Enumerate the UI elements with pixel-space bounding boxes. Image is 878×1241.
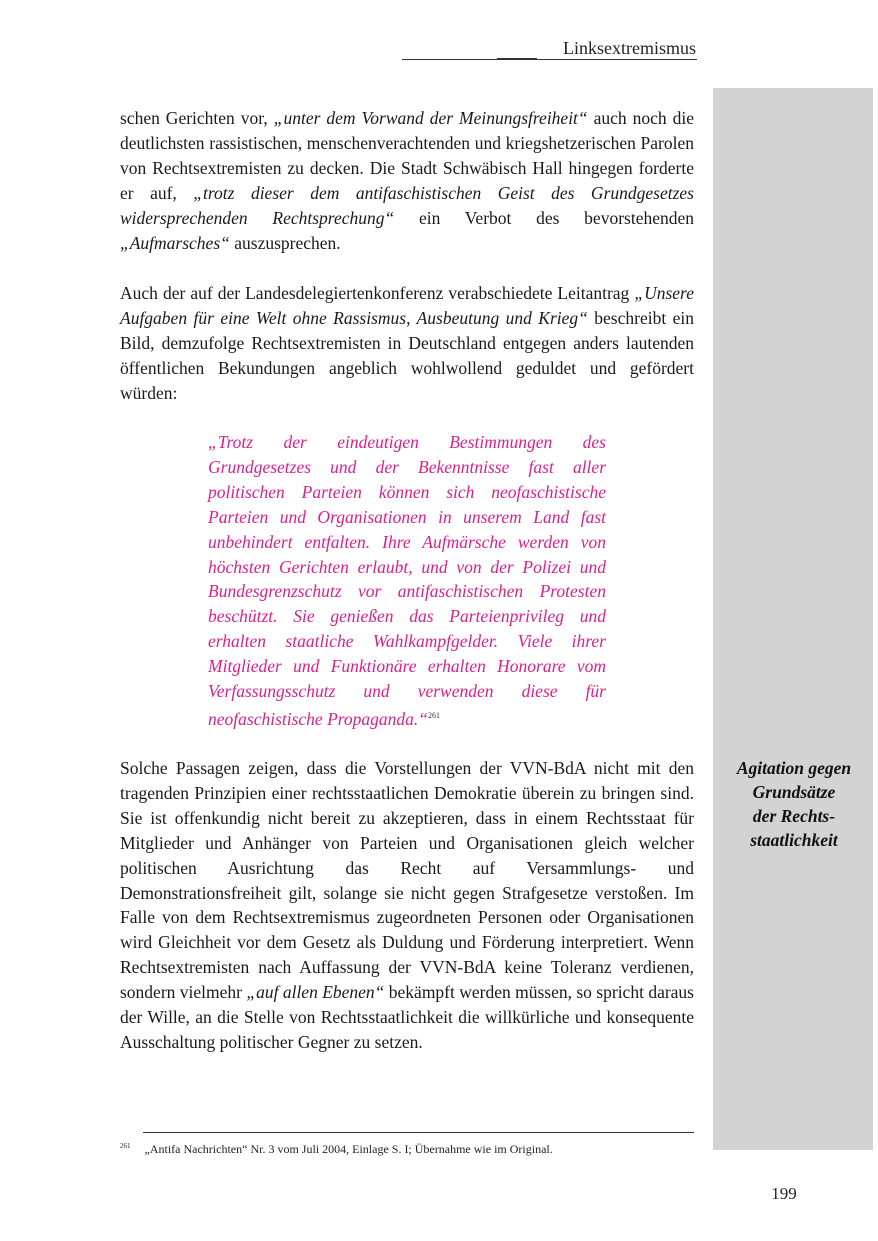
paragraph-text: bekämpft werden müssen, so spricht daraus der Wille, an die Stelle von Rechtsstaatlichkeit die willkürliche und konsequente Ausschaltung politischer Gegner zu setzen.: [120, 982, 694, 1052]
quoted-phrase: „auf allen Ebenen“: [246, 982, 385, 1003]
paragraph-text: auszusprechen.: [229, 232, 341, 253]
margin-note-line: der Rechts-: [752, 806, 836, 826]
margin-note-line: Grundsätze: [752, 782, 836, 802]
page-number: 199: [771, 1184, 797, 1203]
footnote: [120, 1138, 694, 1157]
header-title: Linksextremismus: [563, 38, 696, 58]
footnote-reference[interactable]: 261: [428, 710, 441, 720]
header-rule: [402, 59, 697, 60]
margin-note-line: staatlichkeit: [750, 830, 838, 850]
paragraph: [120, 281, 694, 406]
quoted-phrase: „Aufmarsches“: [120, 232, 230, 253]
header-rule-accent: [497, 58, 537, 60]
block-quote: [208, 430, 606, 732]
block-quote-text: „Trotz der eindeutigen Bestimmungen des Grundgesetzes und der Bekenntnisse fast aller politischen Parteien können sich neofaschistische Parteien und Organisationen in unserem Land fast unbehindert entfalten. Ihre Aufmärsche werden von höchsten Gerichten erlaubt, und von der Polizei und Bundesgrenzschutz vor antifaschistischen Protesten beschützt. Sie genießen das Parteienprivileg und erhalten staatliche Wahlkampfgelder. Viele ihrer Mitglieder und Funktionäre erhalten Honorare vom Verfassungsschutz und verwenden diese für neofaschistische Propaganda.“: [208, 432, 606, 729]
quoted-phrase: „Unsere Aufgaben für eine Welt ohne Rassismus, Ausbeutung und Krieg“: [120, 283, 694, 328]
paragraph-text: ein Verbot des bevorstehenden: [394, 207, 694, 228]
footnote-text: „Antifa Nachrichten“ Nr. 3 vom Juli 2004, Einlage S. I; Übernahme wie im Original.: [144, 1142, 553, 1156]
margin-note: [722, 756, 866, 852]
quoted-phrase: „trotz dieser dem antifaschistischen Geist des Grundgesetzes widersprechenden Rechtsprechung“: [120, 182, 694, 228]
paragraph-text: Solche Passagen zeigen, dass die Vorstellungen der VVN-BdA nicht mit den tragenden Prinzipien einer rechtsstaatlichen Demokratie überein zu bringen sind. Sie ist offenkundig nicht bereit zu akzeptieren, dass in einem Rechtsstaat für Mitglieder und Anhänger von Parteien und Organisationen gleich welcher politischen Ausrichtung das Recht auf Versammlungs- und Demonstrationsfreiheit gilt, solange sie nicht gegen Strafgesetze verstoßen. Im Falle von dem Rechtsextremismus zugeordneten Personen oder Organisationen wird Gleichheit vor dem Gesetz als Duldung und Förderung interpretiert. Wenn Rechtsextremisten nach Auffassung der VVN-BdA keine Toleranz verdienen, sondern vielmehr: [120, 758, 694, 1003]
margin-note-line: Agitation gegen: [736, 758, 852, 778]
paragraph-text: auch noch die deutlichsten rassistischen, menschenverachtenden und kriegshetzerischen Parolen von Rechtsextremisten zu decken. Die Stadt Schwäbisch Hall hingegen forderte er auf,: [120, 108, 694, 203]
paragraph: [120, 106, 694, 255]
margin-sidebar: [713, 88, 873, 1150]
footnote-number: 261: [120, 1142, 131, 1150]
footnote-rule: [143, 1132, 694, 1133]
paragraph-text: Auch der auf der Landesdelegiertenkonferenz verabschiedete Leitantrag: [120, 283, 635, 303]
paragraph-text: beschreibt ein Bild, demzufolge Rechtsextremisten in Deutschland entgegen anders lautenden öffentlichen Bekundungen angeblich wohlwollend geduldet und gefördert würden:: [120, 307, 694, 403]
paragraph: [120, 756, 694, 1055]
quoted-phrase: „unter dem Vorwand der Meinungsfreiheit“: [273, 108, 588, 128]
paragraph-text: schen Gerichten vor,: [120, 108, 274, 128]
